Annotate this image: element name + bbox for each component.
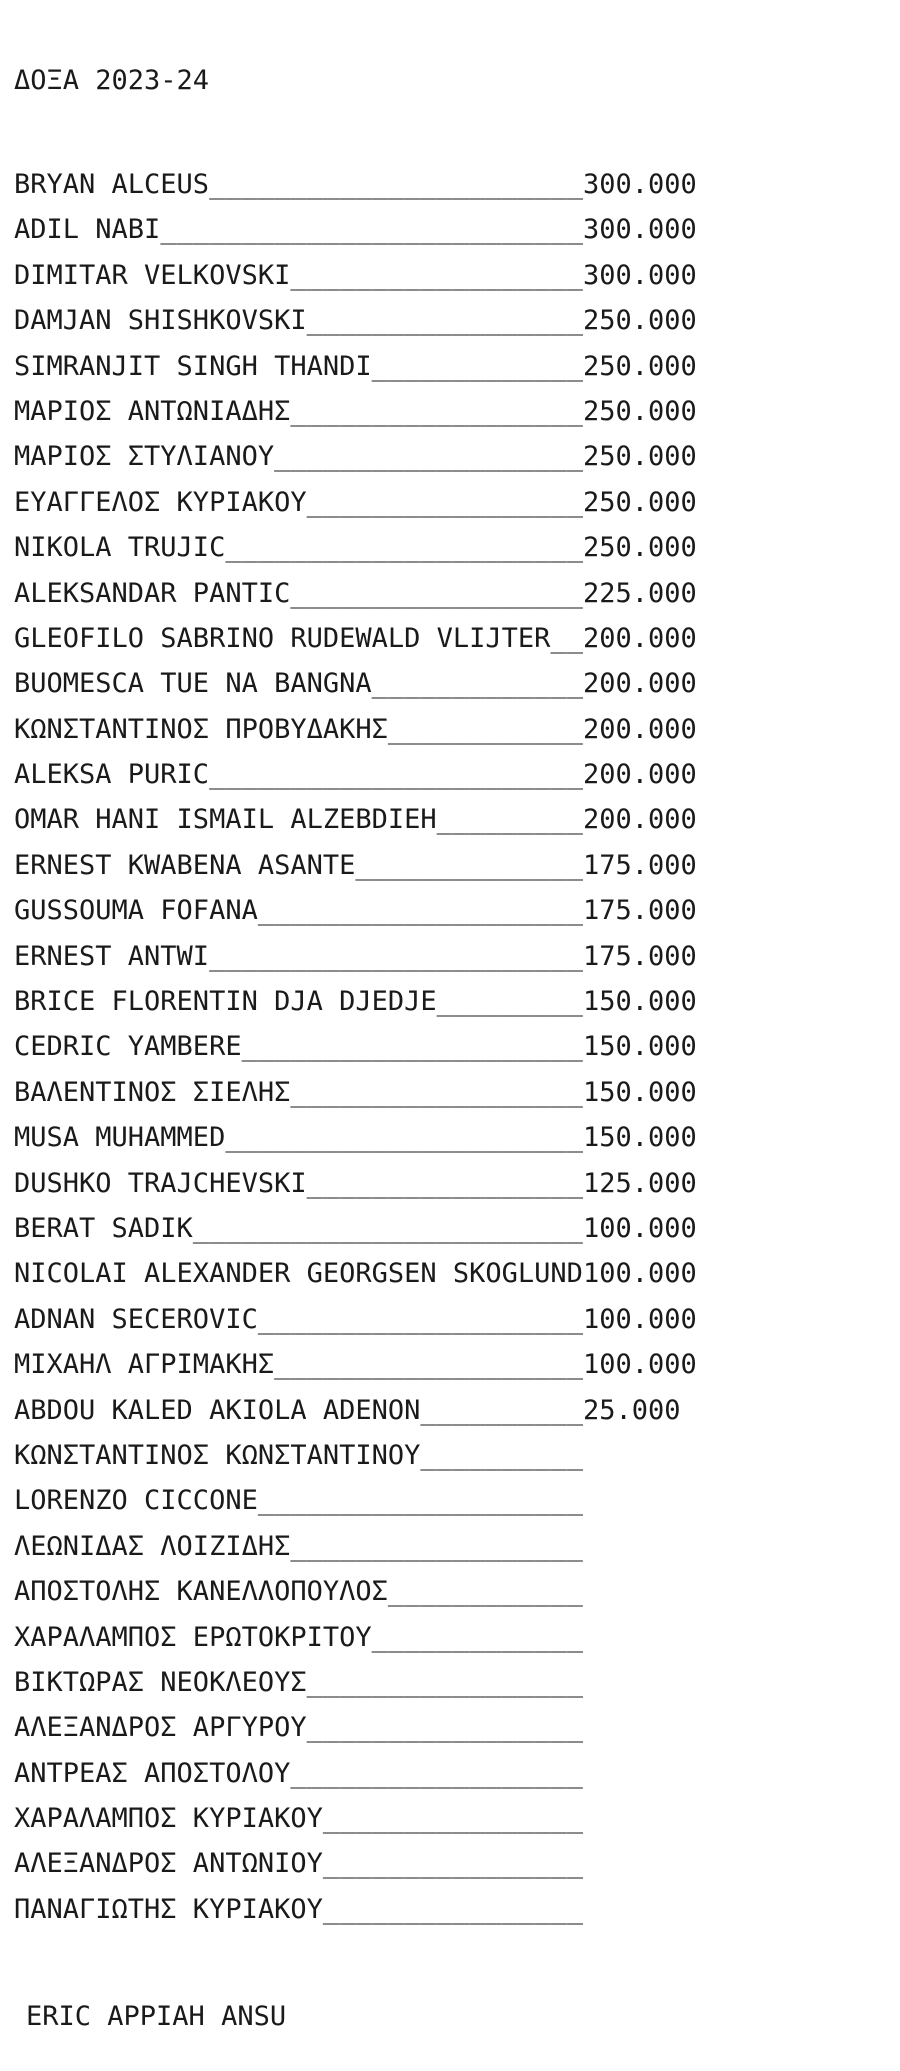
underscore-fill: ______________ — [355, 849, 583, 881]
entry-line — [14, 434, 894, 479]
entry-value: 250.000 — [582, 532, 697, 564]
underscore-fill: ___________________ — [274, 441, 583, 473]
entry-value: 300.000 — [582, 169, 697, 200]
entry-line — [14, 389, 894, 434]
underscore-fill: _________________ — [306, 486, 583, 518]
entry-line — [14, 480, 894, 525]
entry-name: BERAT SADIK — [14, 1212, 193, 1244]
entry-value: 100.000 — [582, 1349, 697, 1381]
underscore-fill: __ — [550, 622, 583, 654]
underscore-fill: _________ — [436, 986, 583, 1018]
underscore-fill: ______________________ — [225, 532, 583, 564]
document — [14, 0, 894, 2071]
underscore-fill: __________________________ — [160, 214, 583, 246]
underscore-fill: _________ — [436, 804, 583, 836]
entry-name: ΠΑΝΑΓΙΩΤΗΣ ΚΥΡΙΑΚΟΥ — [14, 1893, 323, 1925]
entry-name: ADNAN SECEROVIC — [14, 1303, 258, 1335]
entry-line — [14, 1660, 894, 1705]
entry-name: ΑΛΕΞΑΝΔΡΟΣ ΑΝΤΩΝΙΟΥ — [14, 1848, 323, 1880]
underscore-fill: __________________ — [290, 1076, 583, 1108]
underscore-fill: _______________________ — [209, 169, 583, 200]
entry-name: NIKOLA TRUJIC — [14, 532, 226, 564]
entry-name: BRYAN ALCEUS — [14, 169, 210, 200]
entry-line — [14, 253, 894, 298]
entry-value: 200.000 — [582, 622, 697, 654]
entry-value: 250.000 — [582, 441, 697, 473]
entry-line — [14, 979, 894, 1024]
entry-name: SIMRANJIT SINGH THANDI — [14, 350, 372, 382]
entry-name: ERNEST KWABENA ASANTE — [14, 849, 356, 881]
entry-line — [14, 1524, 894, 1569]
underscore-fill: __________________ — [290, 259, 583, 291]
underscore-fill: _________________ — [306, 1666, 583, 1698]
underscore-fill: ____________ — [387, 713, 583, 745]
underscore-fill: ____________________ — [257, 1303, 583, 1335]
entry-name: GUSSOUMA FOFANA — [14, 895, 258, 927]
entry-value: 100.000 — [582, 1303, 697, 1335]
entry-value: 150.000 — [582, 1031, 697, 1063]
entry-value: 200.000 — [582, 759, 697, 791]
entry-line — [14, 934, 894, 979]
entry-name: ΧΑΡΑΛΑΜΠΟΣ ΚΥΡΙΑΚΟΥ — [14, 1803, 323, 1835]
entry-line — [14, 1615, 894, 1660]
entry-name: ABDOU KALED AKIOLA ADENON — [14, 1394, 421, 1426]
underscore-fill: _____________ — [371, 1621, 583, 1653]
entry-value: 100.000 — [582, 1258, 697, 1290]
entry-value: 225.000 — [582, 577, 697, 609]
underscore-fill: __________________ — [290, 1757, 583, 1789]
entry-line — [14, 1297, 894, 1342]
entry-name: ALEKSANDAR PANTIC — [14, 577, 291, 609]
entry-name: LORENZO CICCONE — [14, 1485, 258, 1517]
entry-line — [14, 162, 894, 207]
underscore-fill: _____________ — [371, 668, 583, 700]
entry-line — [14, 1841, 894, 1886]
entry-name: ΜΙΧΑΗΛ ΑΓΡΙΜΑΚΗΣ — [14, 1349, 275, 1381]
entry-line — [14, 298, 894, 343]
entry-name: CEDRIC YAMBERE — [14, 1031, 242, 1063]
entry-value: 175.000 — [582, 940, 697, 972]
entry-line — [14, 1705, 894, 1750]
entry-list — [14, 162, 894, 1932]
entry-line — [14, 1161, 894, 1206]
entry-line — [14, 525, 894, 570]
entry-line — [14, 571, 894, 616]
entry-name: ΛΕΩΝΙΔΑΣ ΛΟΙΖΙΔΗΣ — [14, 1530, 291, 1562]
entry-value: 175.000 — [582, 849, 697, 881]
entry-value: 25.000 — [582, 1394, 681, 1426]
entry-line — [14, 1887, 894, 1932]
entry-value: 150.000 — [582, 1122, 697, 1154]
underscore-fill: __________ — [420, 1439, 583, 1471]
entry-name: OMAR HANI ISMAIL ALZEBDIEH — [14, 804, 437, 836]
entry-value: 150.000 — [582, 986, 697, 1018]
entry-value: 200.000 — [582, 713, 697, 745]
underscore-fill: ________________________ — [192, 1212, 583, 1244]
entry-name: ΒΑΛΕΝΤΙΝΟΣ ΣΙΕΛΗΣ — [14, 1076, 291, 1108]
underscore-fill: _____________________ — [241, 1031, 583, 1063]
entry-line — [14, 1251, 894, 1296]
entry-value: 200.000 — [582, 668, 697, 700]
entry-line — [14, 1569, 894, 1614]
underscore-fill: __________________ — [290, 577, 583, 609]
entry-value: 300.000 — [582, 259, 697, 291]
entry-name: DIMITAR VELKOVSKI — [14, 259, 291, 291]
entry-name: ΧΑΡΑΛΑΜΠΟΣ ΕΡΩΤΟΚΡΙΤΟΥ — [14, 1621, 372, 1653]
underscore-fill: ____________________ — [257, 895, 583, 927]
entry-name: DUSHKO TRAJCHEVSKI — [14, 1167, 307, 1199]
document-title: ΔΟΞΑ 2023-24 — [14, 65, 210, 96]
underscore-fill: ________________ — [322, 1803, 583, 1835]
entry-line — [14, 1796, 894, 1841]
underscore-fill: _________________ — [306, 1712, 583, 1744]
entry-name: ΚΩΝΣΤΑΝΤΙΝΟΣ ΚΩΝΣΤΑΝΤΙΝΟΥ — [14, 1439, 421, 1471]
entry-line — [14, 707, 894, 752]
entry-line — [14, 1206, 894, 1251]
underscore-fill: _____________ — [371, 350, 583, 382]
underscore-fill: __________________ — [290, 395, 583, 427]
entry-value: 100.000 — [582, 1212, 697, 1244]
entry-name: DAMJAN SHISHKOVSKI — [14, 305, 307, 337]
entry-line — [14, 1024, 894, 1069]
entry-value: 125.000 — [582, 1167, 697, 1199]
underscore-fill: ________________ — [322, 1848, 583, 1880]
entry-value: 175.000 — [582, 895, 697, 927]
entry-line — [14, 1342, 894, 1387]
underscore-fill: ________________ — [322, 1893, 583, 1925]
entry-name: ERNEST ANTWI — [14, 940, 210, 972]
underscore-fill: _______________________ — [209, 940, 583, 972]
entry-name: BRICE FLORENTIN DJA DJEDJE — [14, 986, 437, 1018]
underscore-fill: ______________________ — [225, 1122, 583, 1154]
entry-line — [14, 344, 894, 389]
entry-line — [14, 616, 894, 661]
entry-value: 200.000 — [582, 804, 697, 836]
underscore-fill: _________________ — [306, 1167, 583, 1199]
entry-name: ΚΩΝΣΤΑΝΤΙΝΟΣ ΠΡΟΒΥΔΑΚΗΣ — [14, 713, 388, 745]
underscore-fill: ____________ — [387, 1576, 583, 1608]
entry-value: 150.000 — [582, 1076, 697, 1108]
entry-name: ΜΑΡΙΟΣ ΑΝΤΩΝΙΑΔΗΣ — [14, 395, 291, 427]
entry-name: NICOLAI ALEXANDER GEORGSEN SKOGLUND — [14, 1258, 583, 1290]
underscore-fill: ____________________ — [257, 1485, 583, 1517]
entry-name: ΑΛΕΞΑΝΔΡΟΣ ΑΡΓΥΡΟΥ — [14, 1712, 307, 1744]
underscore-fill: ___________________ — [274, 1349, 583, 1381]
entry-line — [14, 1478, 894, 1523]
entry-name: ΒΙΚΤΩΡΑΣ ΝΕΟΚΛΕΟΥΣ — [14, 1666, 307, 1698]
entry-line — [14, 752, 894, 797]
entry-name: GLEOFILO SABRINO RUDEWALD VLIJTER — [14, 622, 551, 654]
entry-value: 250.000 — [582, 486, 697, 518]
entry-line — [14, 1751, 894, 1796]
entry-line — [14, 797, 894, 842]
entry-name: ΕΥΑΓΓΕΛΟΣ ΚΥΡΙΑΚΟΥ — [14, 486, 307, 518]
entry-name: BUOMESCA TUE NA BANGNA — [14, 668, 372, 700]
entry-line — [14, 888, 894, 933]
entry-value: 250.000 — [582, 395, 697, 427]
entry-name: ΑΝΤΡΕΑΣ ΑΠΟΣΤΟΛΟΥ — [14, 1757, 291, 1789]
underscore-fill: _______________________ — [209, 759, 583, 791]
entry-line — [14, 1115, 894, 1160]
entry-value: 250.000 — [582, 350, 697, 382]
underscore-fill: __________ — [420, 1394, 583, 1426]
entry-name: ADIL NABI — [14, 214, 161, 246]
underscore-fill: _________________ — [306, 305, 583, 337]
entry-line — [14, 1388, 894, 1433]
entry-line — [14, 1070, 894, 1115]
entry-line-last: ERIC APPIAH ANSU — [26, 2001, 287, 2033]
entry-name: ΜΑΡΙΟΣ ΣΤΥΛΙΑΝΟΥ — [14, 441, 275, 473]
entry-name: MUSA MUHAMMED — [14, 1122, 226, 1154]
entry-name: ΑΠΟΣΤΟΛΗΣ ΚΑΝΕΛΛΟΠΟΥΛΟΣ — [14, 1576, 388, 1608]
entry-line — [14, 207, 894, 252]
entry-value: 300.000 — [582, 214, 697, 246]
entry-line — [14, 843, 894, 888]
underscore-fill: __________________ — [290, 1530, 583, 1562]
entry-value: 250.000 — [582, 305, 697, 337]
entry-name: ALEKSA PURIC — [14, 759, 210, 791]
entry-line — [14, 1433, 894, 1478]
entry-line — [14, 661, 894, 706]
